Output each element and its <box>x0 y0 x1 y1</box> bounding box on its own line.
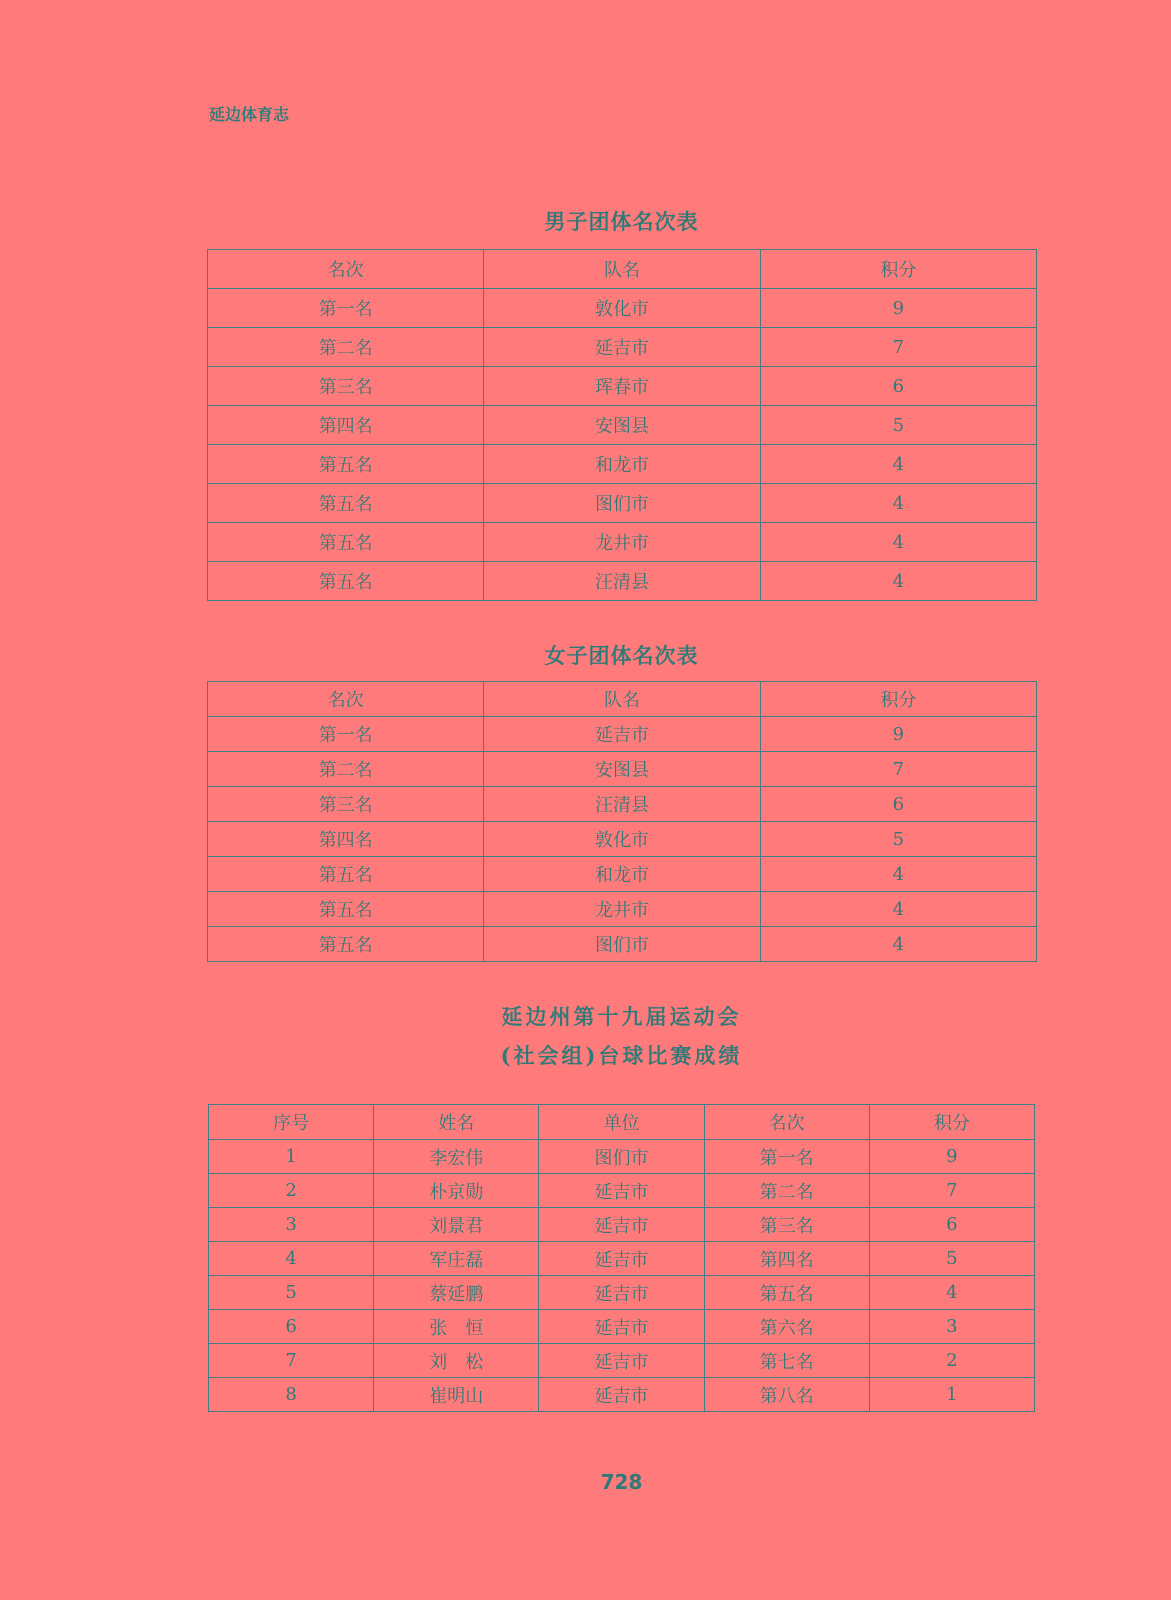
table-row <box>208 328 1037 367</box>
table-row <box>208 892 1037 927</box>
team-cell: 珲春市 <box>484 367 760 406</box>
index-cell: 2 <box>209 1174 374 1208</box>
billiards-title-line1: 延边州第十九届运动会 <box>501 1004 742 1029</box>
score-cell: 4 <box>869 1276 1034 1310</box>
team-cell: 图们市 <box>484 927 760 962</box>
index-cell: 6 <box>209 1310 374 1344</box>
score-cell: 9 <box>869 1140 1034 1174</box>
score-cell: 2 <box>869 1344 1034 1378</box>
women-team-table <box>207 681 1037 962</box>
table-row <box>208 717 1037 752</box>
table-row <box>208 752 1037 787</box>
rank-cell: 第四名 <box>208 822 484 857</box>
table-row <box>208 857 1037 892</box>
score-cell: 6 <box>869 1208 1034 1242</box>
score-cell: 9 <box>760 289 1036 328</box>
index-cell: 3 <box>209 1208 374 1242</box>
rank-cell: 第五名 <box>208 445 484 484</box>
rank-cell: 第七名 <box>704 1344 869 1378</box>
men-team-table <box>207 249 1037 601</box>
rank-cell: 第四名 <box>704 1242 869 1276</box>
team-cell: 安图县 <box>484 752 760 787</box>
table-row <box>209 1310 1035 1344</box>
score-cell: 5 <box>760 406 1036 445</box>
score-cell: 7 <box>760 328 1036 367</box>
table-row <box>208 927 1037 962</box>
score-cell: 7 <box>760 752 1036 787</box>
unit-cell: 延吉市 <box>539 1242 704 1276</box>
name-cell: 朴京勋 <box>374 1174 539 1208</box>
team-cell: 龙井市 <box>484 892 760 927</box>
score-cell: 4 <box>760 523 1036 562</box>
rank-cell: 第一名 <box>704 1140 869 1174</box>
rank-cell: 第八名 <box>704 1378 869 1412</box>
score-cell: 4 <box>760 927 1036 962</box>
rank-cell: 第四名 <box>208 406 484 445</box>
table-row <box>209 1140 1035 1174</box>
name-cell: 刘景君 <box>374 1208 539 1242</box>
table-header-row <box>209 1105 1035 1140</box>
team-cell: 汪清县 <box>484 787 760 822</box>
page-number: 728 <box>600 1470 643 1494</box>
women-table-title: 女子团体名次表 <box>544 643 699 668</box>
column-header: 积分 <box>760 250 1036 289</box>
table-row <box>209 1378 1035 1412</box>
rank-cell: 第五名 <box>208 523 484 562</box>
score-cell: 9 <box>760 717 1036 752</box>
team-cell: 和龙市 <box>484 445 760 484</box>
table-row <box>209 1276 1035 1310</box>
team-cell: 延吉市 <box>484 717 760 752</box>
team-cell: 和龙市 <box>484 857 760 892</box>
column-header: 队名 <box>484 250 760 289</box>
team-cell: 敦化市 <box>484 289 760 328</box>
rank-cell: 第五名 <box>208 892 484 927</box>
score-cell: 5 <box>760 822 1036 857</box>
rank-cell: 第五名 <box>208 857 484 892</box>
table-row <box>208 562 1037 601</box>
column-header: 积分 <box>760 682 1036 717</box>
rank-cell: 第一名 <box>208 717 484 752</box>
table-row <box>209 1242 1035 1276</box>
unit-cell: 图们市 <box>539 1140 704 1174</box>
index-cell: 5 <box>209 1276 374 1310</box>
index-cell: 7 <box>209 1344 374 1378</box>
rank-cell: 第五名 <box>208 484 484 523</box>
book-title: 延边体育志 <box>209 105 290 124</box>
table-row <box>208 289 1037 328</box>
score-cell: 1 <box>869 1378 1034 1412</box>
unit-cell: 延吉市 <box>539 1174 704 1208</box>
score-cell: 4 <box>760 445 1036 484</box>
name-cell: 蔡延鹏 <box>374 1276 539 1310</box>
column-header: 名次 <box>704 1105 869 1140</box>
team-cell: 安图县 <box>484 406 760 445</box>
billiards-title-line2: (社会组)台球比赛成绩 <box>500 1043 743 1068</box>
table-row <box>209 1174 1035 1208</box>
team-cell: 龙井市 <box>484 523 760 562</box>
column-header: 队名 <box>484 682 760 717</box>
table-header-row <box>208 682 1037 717</box>
rank-cell: 第三名 <box>208 787 484 822</box>
billiards-results-table <box>208 1104 1035 1412</box>
table-row <box>208 406 1037 445</box>
name-cell: 张 恒 <box>374 1310 539 1344</box>
team-cell: 延吉市 <box>484 328 760 367</box>
column-header: 名次 <box>208 682 484 717</box>
table-row <box>208 822 1037 857</box>
team-cell: 敦化市 <box>484 822 760 857</box>
table-row <box>208 445 1037 484</box>
score-cell: 4 <box>760 562 1036 601</box>
score-cell: 3 <box>869 1310 1034 1344</box>
index-cell: 8 <box>209 1378 374 1412</box>
score-cell: 7 <box>869 1174 1034 1208</box>
unit-cell: 延吉市 <box>539 1344 704 1378</box>
rank-cell: 第二名 <box>704 1174 869 1208</box>
score-cell: 6 <box>760 787 1036 822</box>
rank-cell: 第二名 <box>208 752 484 787</box>
table-row <box>208 523 1037 562</box>
men-table-title: 男子团体名次表 <box>544 209 699 234</box>
team-cell: 汪清县 <box>484 562 760 601</box>
name-cell: 李宏伟 <box>374 1140 539 1174</box>
rank-cell: 第一名 <box>208 289 484 328</box>
table-header-row <box>208 250 1037 289</box>
score-cell: 5 <box>869 1242 1034 1276</box>
column-header: 单位 <box>539 1105 704 1140</box>
rank-cell: 第三名 <box>208 367 484 406</box>
rank-cell: 第五名 <box>208 927 484 962</box>
table-row <box>208 787 1037 822</box>
score-cell: 6 <box>760 367 1036 406</box>
score-cell: 4 <box>760 892 1036 927</box>
rank-cell: 第五名 <box>208 562 484 601</box>
unit-cell: 延吉市 <box>539 1208 704 1242</box>
table-row <box>209 1208 1035 1242</box>
score-cell: 4 <box>760 857 1036 892</box>
rank-cell: 第二名 <box>208 328 484 367</box>
unit-cell: 延吉市 <box>539 1378 704 1412</box>
table-row <box>209 1344 1035 1378</box>
name-cell: 刘 松 <box>374 1344 539 1378</box>
table-row <box>208 367 1037 406</box>
name-cell: 军庄磊 <box>374 1242 539 1276</box>
column-header: 名次 <box>208 250 484 289</box>
column-header: 序号 <box>209 1105 374 1140</box>
team-cell: 图们市 <box>484 484 760 523</box>
unit-cell: 延吉市 <box>539 1276 704 1310</box>
name-cell: 崔明山 <box>374 1378 539 1412</box>
rank-cell: 第五名 <box>704 1276 869 1310</box>
column-header: 积分 <box>869 1105 1034 1140</box>
unit-cell: 延吉市 <box>539 1310 704 1344</box>
index-cell: 4 <box>209 1242 374 1276</box>
rank-cell: 第三名 <box>704 1208 869 1242</box>
index-cell: 1 <box>209 1140 374 1174</box>
rank-cell: 第六名 <box>704 1310 869 1344</box>
score-cell: 4 <box>760 484 1036 523</box>
column-header: 姓名 <box>374 1105 539 1140</box>
table-row <box>208 484 1037 523</box>
